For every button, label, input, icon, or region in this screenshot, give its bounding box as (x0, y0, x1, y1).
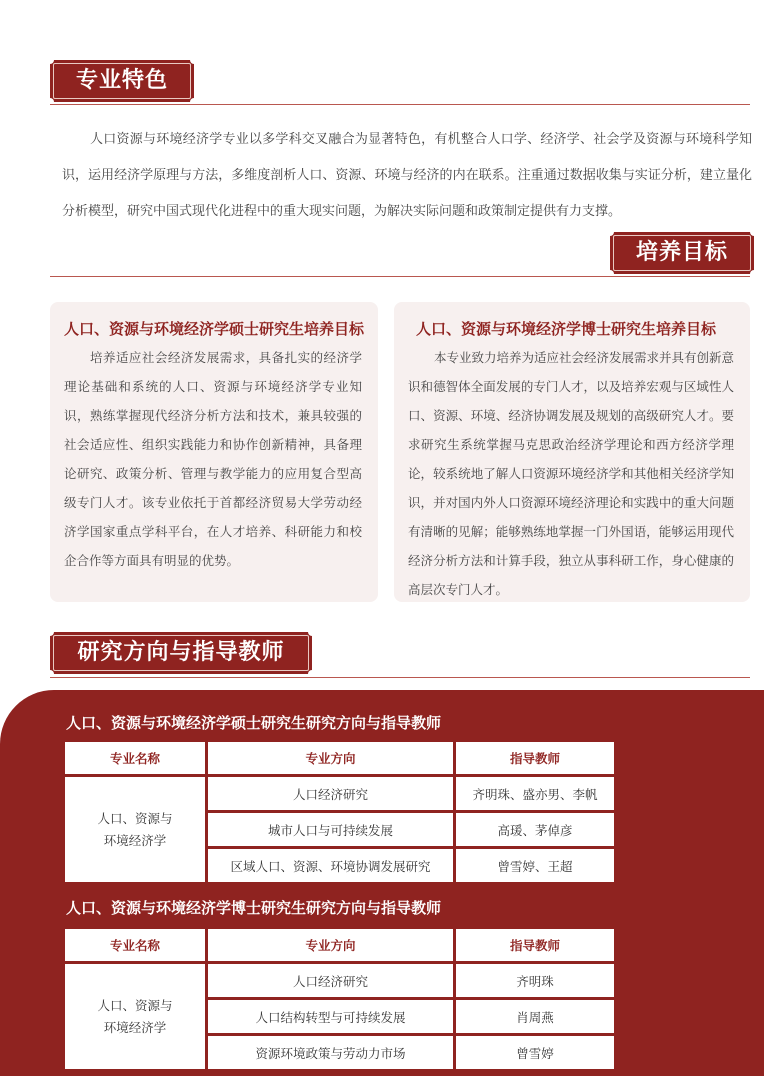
direction-cell: 城市人口与可持续发展 (208, 813, 453, 846)
major-name-line1: 人口、资源与 (97, 997, 173, 1013)
doctor-research-title: 人口、资源与环境经济学博士研究生研究方向与指导教师 (66, 899, 442, 917)
doctor-goal-title: 人口、资源与环境经济学博士研究生培养目标 (416, 320, 717, 338)
major-name-cell (65, 777, 205, 882)
direction-cell: 人口经济研究 (208, 777, 453, 810)
advisor-cell: 肖周燕 (456, 1000, 614, 1033)
direction-cell: 人口结构转型与可持续发展 (208, 1000, 453, 1033)
advisor-cell: 曾雪婷 (456, 1036, 614, 1069)
header-direction: 专业方向 (208, 929, 453, 961)
section-title-goals: 培养目标 (635, 240, 728, 265)
section-badge-goals (610, 232, 754, 274)
doctor-research-table (62, 926, 617, 1072)
section-title-research: 研究方向与指导教师 (77, 640, 285, 665)
table-row (65, 777, 614, 810)
master-goal-card (50, 302, 378, 602)
major-name-line2: 环境经济学 (103, 1019, 167, 1035)
advisor-cell: 齐明珠 (456, 964, 614, 997)
master-goal-title: 人口、资源与环境经济学硕士研究生培养目标 (64, 320, 365, 338)
divider-features (50, 104, 750, 105)
major-name-line1: 人口、资源与 (97, 810, 173, 826)
features-paragraph: 人口资源与环境经济学专业以多学科交叉融合为显著特色，有机整合人口学、经济学、社会学及资源与环境科学知识，运用经济学原理与方法，多维度剖析人口、资源、环境与经济的内在联系。注重通过数据收集与实证分析，建立量化分析模型，研究中国式现代化进程中的重大现实问题，为解决实际问题和政策制定提供有力支撑。 (62, 132, 752, 219)
header-major: 专业名称 (65, 742, 205, 774)
advisor-cell: 齐明珠、盛亦男、李帆 (456, 777, 614, 810)
advisor-cell: 高瑗、茅倬彦 (456, 813, 614, 846)
divider-research (50, 677, 750, 678)
direction-cell: 资源环境政策与劳动力市场 (208, 1036, 453, 1069)
header-advisor: 指导教师 (456, 929, 614, 961)
section-badge-research (50, 632, 312, 674)
doctor-goal-card (394, 302, 750, 602)
direction-cell: 人口经济研究 (208, 964, 453, 997)
header-major: 专业名称 (65, 929, 205, 961)
section-badge-features (50, 60, 194, 102)
header-direction: 专业方向 (208, 742, 453, 774)
doctor-goal-text: 本专业致力培养为适应社会经济发展需求并具有创新意识和德智体全面发展的专门人才，以及培养宏观与区域性人口、资源、环境、经济协调发展及规划的高级研究人才。要求研究生系统掌握马克思政治经济学理论和西方经济学理论，较系统地了解人口资源环境经济学和其他相关经济学知识，并对国内外人口资源环境经济理论和实践中的重大问题有清晰的见解；能够熟练地掌握一门外国语，能够运用现代经济分析方法和计算手段，独立从事科研工作，身心健康的高层次专门人才。 (408, 350, 735, 597)
divider-goals (50, 276, 750, 277)
header-advisor: 指导教师 (456, 742, 614, 774)
research-panel (0, 690, 764, 1076)
section-title-features: 专业特色 (75, 68, 168, 93)
advisor-cell: 曾雪婷、王超 (456, 849, 614, 882)
master-goal-text: 培养适应社会经济发展需求，具备扎实的经济学理论基础和系统的人口、资源与环境经济学专业知识，熟练掌握现代经济分析方法和技术，兼具较强的社会适应性、组织实践能力和协作创新精神，具备理论研究、政策分析、管理与教学能力的应用复合型高级专门人才。该专业依托于首都经济贸易大学劳动经济学国家重点学科平台，在人才培养、科研能力和校企合作等方面具有明显的优势。 (64, 350, 362, 568)
table-header-row (65, 929, 614, 961)
table-header-row (65, 742, 614, 774)
direction-cell: 区域人口、资源、环境协调发展研究 (208, 849, 453, 882)
major-name-cell (65, 964, 205, 1069)
master-research-table (62, 739, 617, 885)
major-name-line2: 环境经济学 (103, 832, 167, 848)
table-row (65, 964, 614, 997)
master-research-title: 人口、资源与环境经济学硕士研究生研究方向与指导教师 (66, 714, 442, 732)
